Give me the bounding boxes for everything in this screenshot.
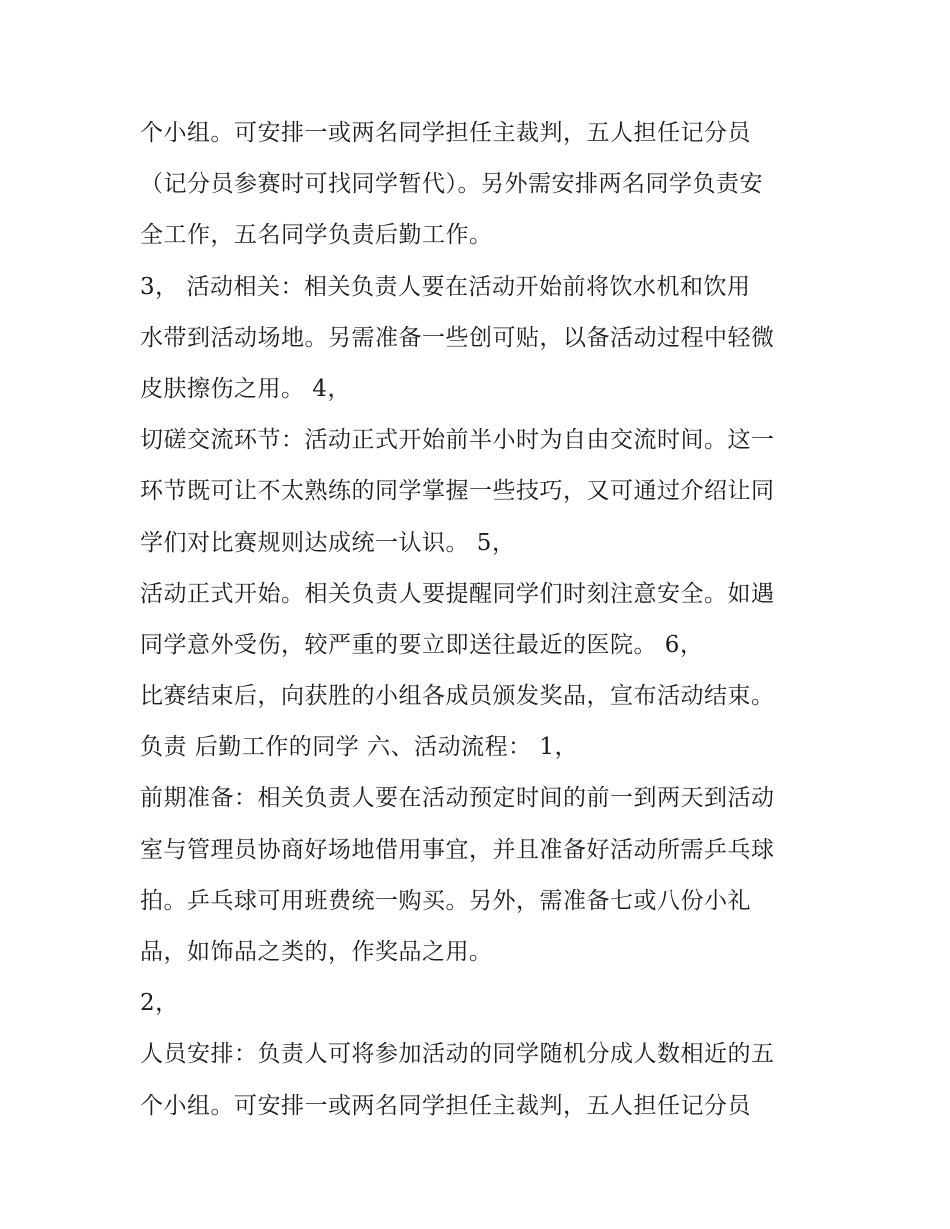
text-line: 个小组。可安排一或两名同学担任主裁判，五人担任记分员 <box>140 1092 751 1119</box>
text-line: 品，如饰品之类的，作奖品之用。 <box>140 939 493 965</box>
text-line: 切磋交流环节：活动正式开始前半小时为自由交流时间。这一 <box>140 427 775 454</box>
text-line: 比赛结束后，向获胜的小组各成员颁发奖品，宣布活动结束。 <box>140 683 775 710</box>
text-line: 人员安排：负责人可将参加活动的同学随机分成人数相近的五 <box>140 1041 775 1068</box>
text-line: 皮肤擦伤之用。 4， <box>140 375 351 402</box>
text-line: 学们对比赛规则达成统一认识。 5， <box>140 529 516 556</box>
text-line: 前期准备：相关负责人要在活动预定时间的前一到两天到活动 <box>140 785 775 812</box>
text-line: 同学意外受伤，较严重的要立即送往最近的医院。 6， <box>140 631 704 658</box>
text-line: 2， <box>140 990 179 1017</box>
text-line: （记分员参赛时可找同学暂代）。另外需安排两名同学负责安 <box>140 171 763 198</box>
text-line: 个小组。可安排一或两名同学担任主裁判，五人担任记分员 <box>140 120 751 146</box>
text-line: 环节既可让不太熟练的同学掌握一些技巧，又可通过介绍让同 <box>140 478 775 505</box>
text-line: 全工作，五名同学负责后勤工作。 <box>140 222 493 249</box>
text-line: 水带到活动场地。另需准备一些创可贴，以备活动过程中轻微 <box>140 324 775 351</box>
text-line: 3， 活动相关：相关负责人要在活动开始前将饮水机和饮用 <box>140 273 751 300</box>
text-line: 拍。乒乓球可用班费统一购买。另外，需准备七或八份小礼 <box>140 887 751 914</box>
text-line: 活动正式开始。相关负责人要提醒同学们时刻注意安全。如遇 <box>140 580 775 607</box>
text-line: 室与管理员协商好场地借用事宜，并且准备好活动所需乒乓球 <box>140 836 775 863</box>
text-line: 负责 后勤工作的同学 六、活动流程： 1， <box>140 734 579 761</box>
body-text <box>140 108 830 1132</box>
